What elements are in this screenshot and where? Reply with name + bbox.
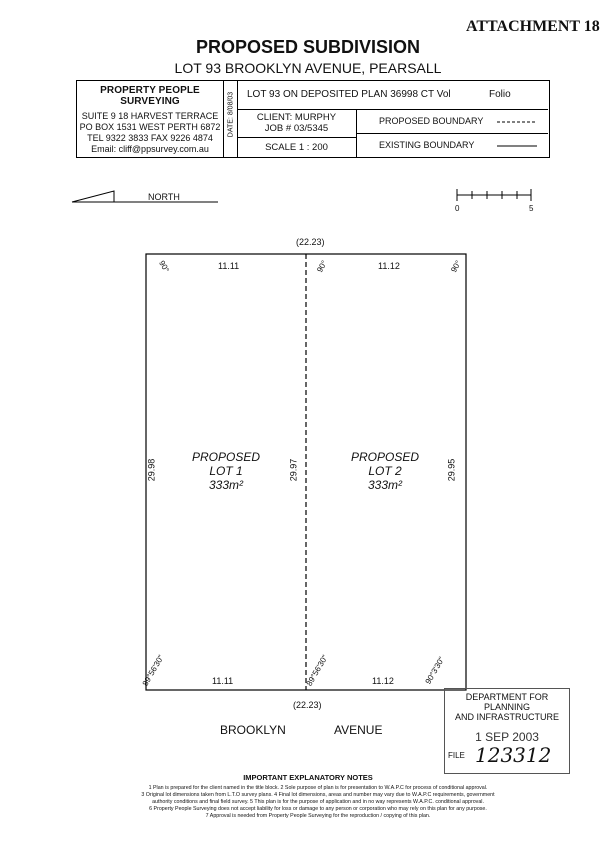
lot-1-number: LOT 1 (209, 464, 243, 478)
plan-date: DATE: 8/08/03 (227, 91, 235, 138)
note-line-5: 7 Approval is needed from Property People Surveying for the reproduction / copying of this plan. (205, 813, 431, 819)
lot-2-proposed: PROPOSED (350, 450, 419, 464)
dim-right: 29.95 (446, 458, 457, 482)
document-title: PROPOSED SUBDIVISION (195, 37, 421, 57)
plan-reference: LOT 93 ON DEPOSITED PLAN 36998 CT Vol (247, 89, 451, 100)
dim-bottom-left: 11.11 (212, 676, 234, 686)
street-name-brooklyn: BROOKLYN (220, 723, 286, 737)
stamp-file-number: 123312 (475, 743, 552, 767)
angle-top-left: 90° (157, 259, 171, 274)
lot-1-area: 333m² (208, 478, 243, 492)
dpi-received-stamp (444, 688, 570, 774)
legend-proposed-label: PROPOSED BOUNDARY (379, 116, 484, 126)
document-subtitle: LOT 93 BROOKLYN AVENUE, PEARSALL (174, 60, 442, 76)
street-name-avenue: AVENUE (334, 723, 383, 737)
firm-email: Email: cliff@ppsurvey.com.au (91, 144, 209, 154)
dim-middle: 29.97 (288, 458, 299, 482)
folio-label: Folio (489, 89, 511, 100)
stamp-file-label: FILE (448, 751, 465, 760)
attachment-label: ATTACHMENT 18 (466, 18, 600, 35)
legend-existing-label: EXISTING BOUNDARY (379, 140, 475, 150)
scale-label: SCALE 1 : 200 (237, 137, 357, 157)
angle-bottom-right: 90°3'30" (423, 655, 447, 686)
stamp-infrastructure: AND INFRASTRUCTURE (454, 712, 559, 722)
angle-top-middle: 90° (315, 259, 329, 274)
angle-bottom-middle: 89°56'30" (304, 653, 330, 688)
job-number: JOB # 03/5345 (264, 123, 329, 134)
angle-top-right: 90° (449, 259, 463, 274)
stamp-department: DEPARTMENT FOR PLANNING (465, 692, 549, 712)
note-line-1: 1 Plan is prepared for the client named in the title block. 2 Sole purpose of plan is for presentation to W.A.P.C for process of conditional approval. (148, 785, 488, 791)
firm-phone: TEL 9322 3833 FAX 9226 4874 (87, 133, 213, 143)
lot-1-label (176, 450, 276, 492)
scale-bar-min: 0 (455, 204, 460, 213)
lot-2-number: LOT 2 (368, 464, 402, 478)
note-line-2: 3 Original lot dimensions taken from L.T.O survey plans. 4 Final lot dimensions, areas and number may vary due to W.A.P.C requirements, government (141, 792, 495, 798)
notes-title: IMPORTANT EXPLANATORY NOTES (243, 773, 373, 782)
dim-left: 29.98 (146, 458, 157, 482)
lot-2-label (335, 450, 435, 492)
stamp-date: 1 SEP 2003 (475, 730, 539, 744)
firm-address-2: PO BOX 1531 WEST PERTH 6872 (79, 122, 221, 132)
dim-bottom-right: 11.12 (372, 676, 394, 686)
client-name: CLIENT: MURPHY (256, 112, 337, 123)
dim-bottom-total: (22.23) (293, 700, 322, 710)
firm-name: PROPERTY PEOPLE SURVEYING (100, 85, 200, 107)
dim-top-right: 11.12 (378, 261, 400, 271)
firm-address-1: SUITE 9 18 HARVEST TERRACE (81, 111, 219, 121)
north-label: NORTH (148, 192, 180, 202)
scale-bar-max: 5 (529, 204, 534, 213)
dim-top-left: 11.11 (218, 261, 240, 271)
note-line-4: 6 Property People Surveying does not accept liability for loss or damage to any person or corporation who may rely on this plan for any purpose. (149, 806, 487, 812)
dim-top-total: (22.23) (296, 237, 325, 247)
angle-bottom-left: 89°56'30" (140, 653, 166, 688)
lot-2-area: 333m² (367, 478, 402, 492)
lot-1-proposed: PROPOSED (191, 450, 260, 464)
note-line-3: authority conditions and final field survey. 5 This plan is for the purpose of application and in no way represents W.A.P.C. conditional approval. (152, 799, 484, 805)
